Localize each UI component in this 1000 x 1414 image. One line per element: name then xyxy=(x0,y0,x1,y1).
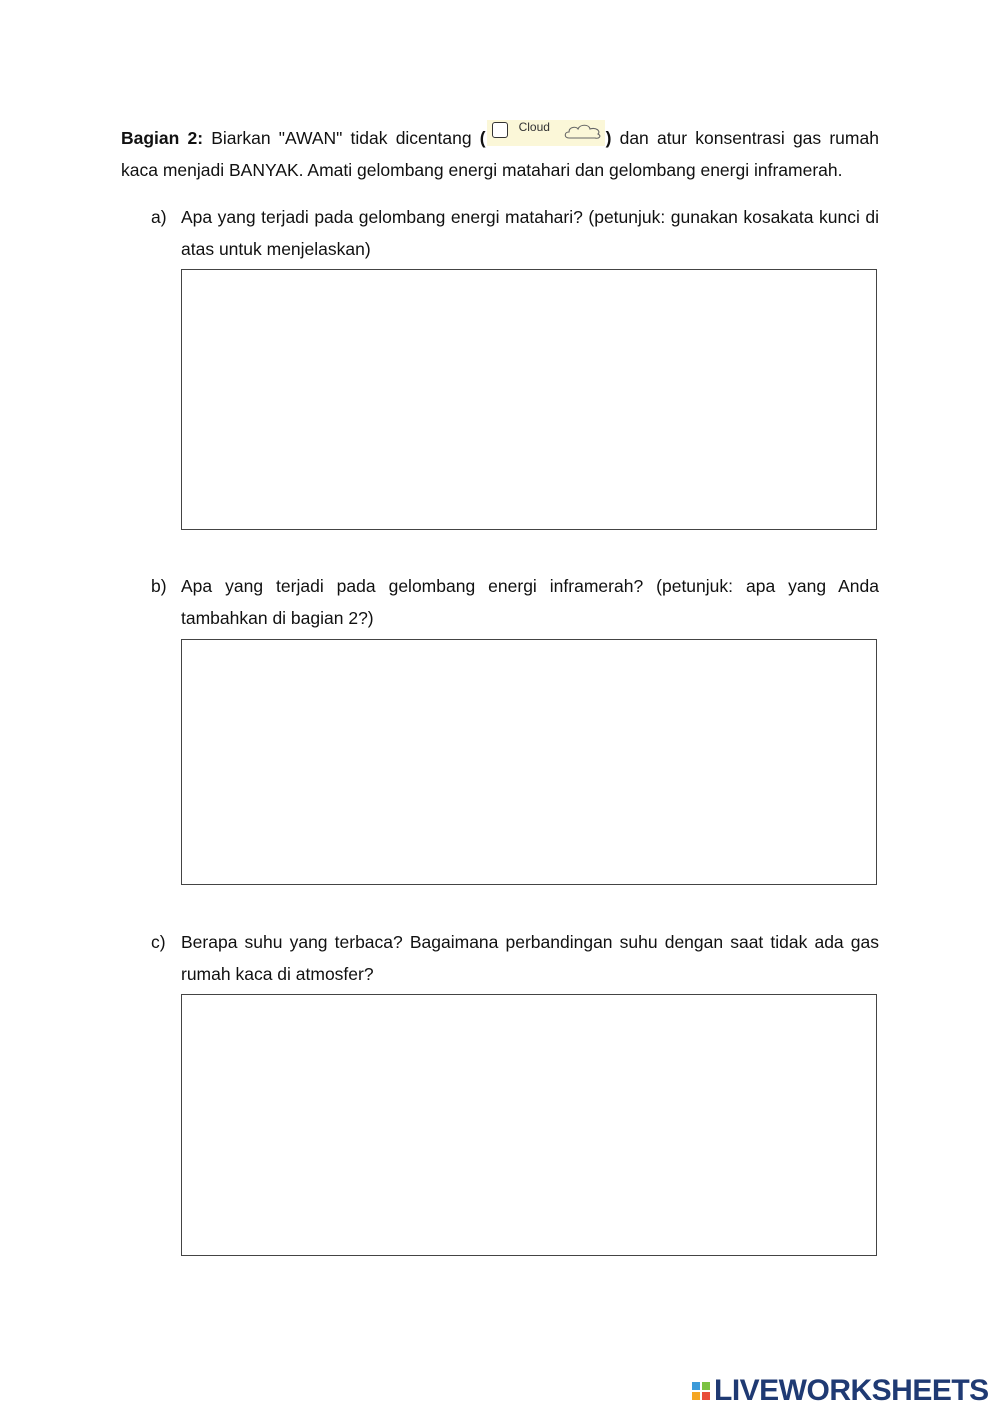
question-c xyxy=(151,926,879,990)
paren-open: ( xyxy=(479,128,486,148)
cloud-label: Cloud xyxy=(518,120,550,134)
logo-square xyxy=(692,1382,700,1390)
cloud-checkbox-icon xyxy=(492,122,508,138)
liveworksheets-logo xyxy=(692,1375,989,1407)
question-b xyxy=(151,570,879,634)
question-c-label: c) xyxy=(151,932,166,952)
question-b-text: Apa yang terjadi pada gelombang energi inframerah? (petunjuk: apa yang Anda tambahkan di bagian 2?) xyxy=(181,576,879,628)
question-a xyxy=(151,201,879,265)
section-label: Bagian 2: xyxy=(121,128,204,148)
logo-square xyxy=(702,1382,710,1390)
question-c-text: Berapa suhu yang terbaca? Bagaimana perbandingan suhu dengan saat tidak ada gas rumah kaca di atmosfer? xyxy=(181,932,879,984)
question-b-label: b) xyxy=(151,576,167,596)
question-a-label: a) xyxy=(151,207,167,227)
logo-square xyxy=(692,1392,700,1400)
logo-square xyxy=(702,1392,710,1400)
logo-squares-icon xyxy=(692,1382,710,1400)
question-a-text: Apa yang terjadi pada gelombang energi matahari? (petunjuk: gunakan kosakata kunci di atas untuk menjelaskan) xyxy=(181,207,879,259)
answer-c-field[interactable] xyxy=(181,994,877,1256)
intro-paragraph xyxy=(121,120,879,186)
answer-a-field[interactable] xyxy=(181,269,877,530)
logo-text: LIVEWORKSHEETS xyxy=(714,1374,989,1407)
answer-b-field[interactable] xyxy=(181,639,877,885)
paren-close: ) xyxy=(605,128,612,148)
cloud-icon xyxy=(563,121,603,141)
intro-text-before: Biarkan "AWAN" tidak dicentang xyxy=(211,128,472,148)
cloud-toggle-widget xyxy=(487,120,605,146)
intro-text-after: dan atur konsentrasi gas rumah kaca menjadi BANYAK. Amati gelombang energi matahari dan gelombang energi inframerah. xyxy=(121,128,879,180)
